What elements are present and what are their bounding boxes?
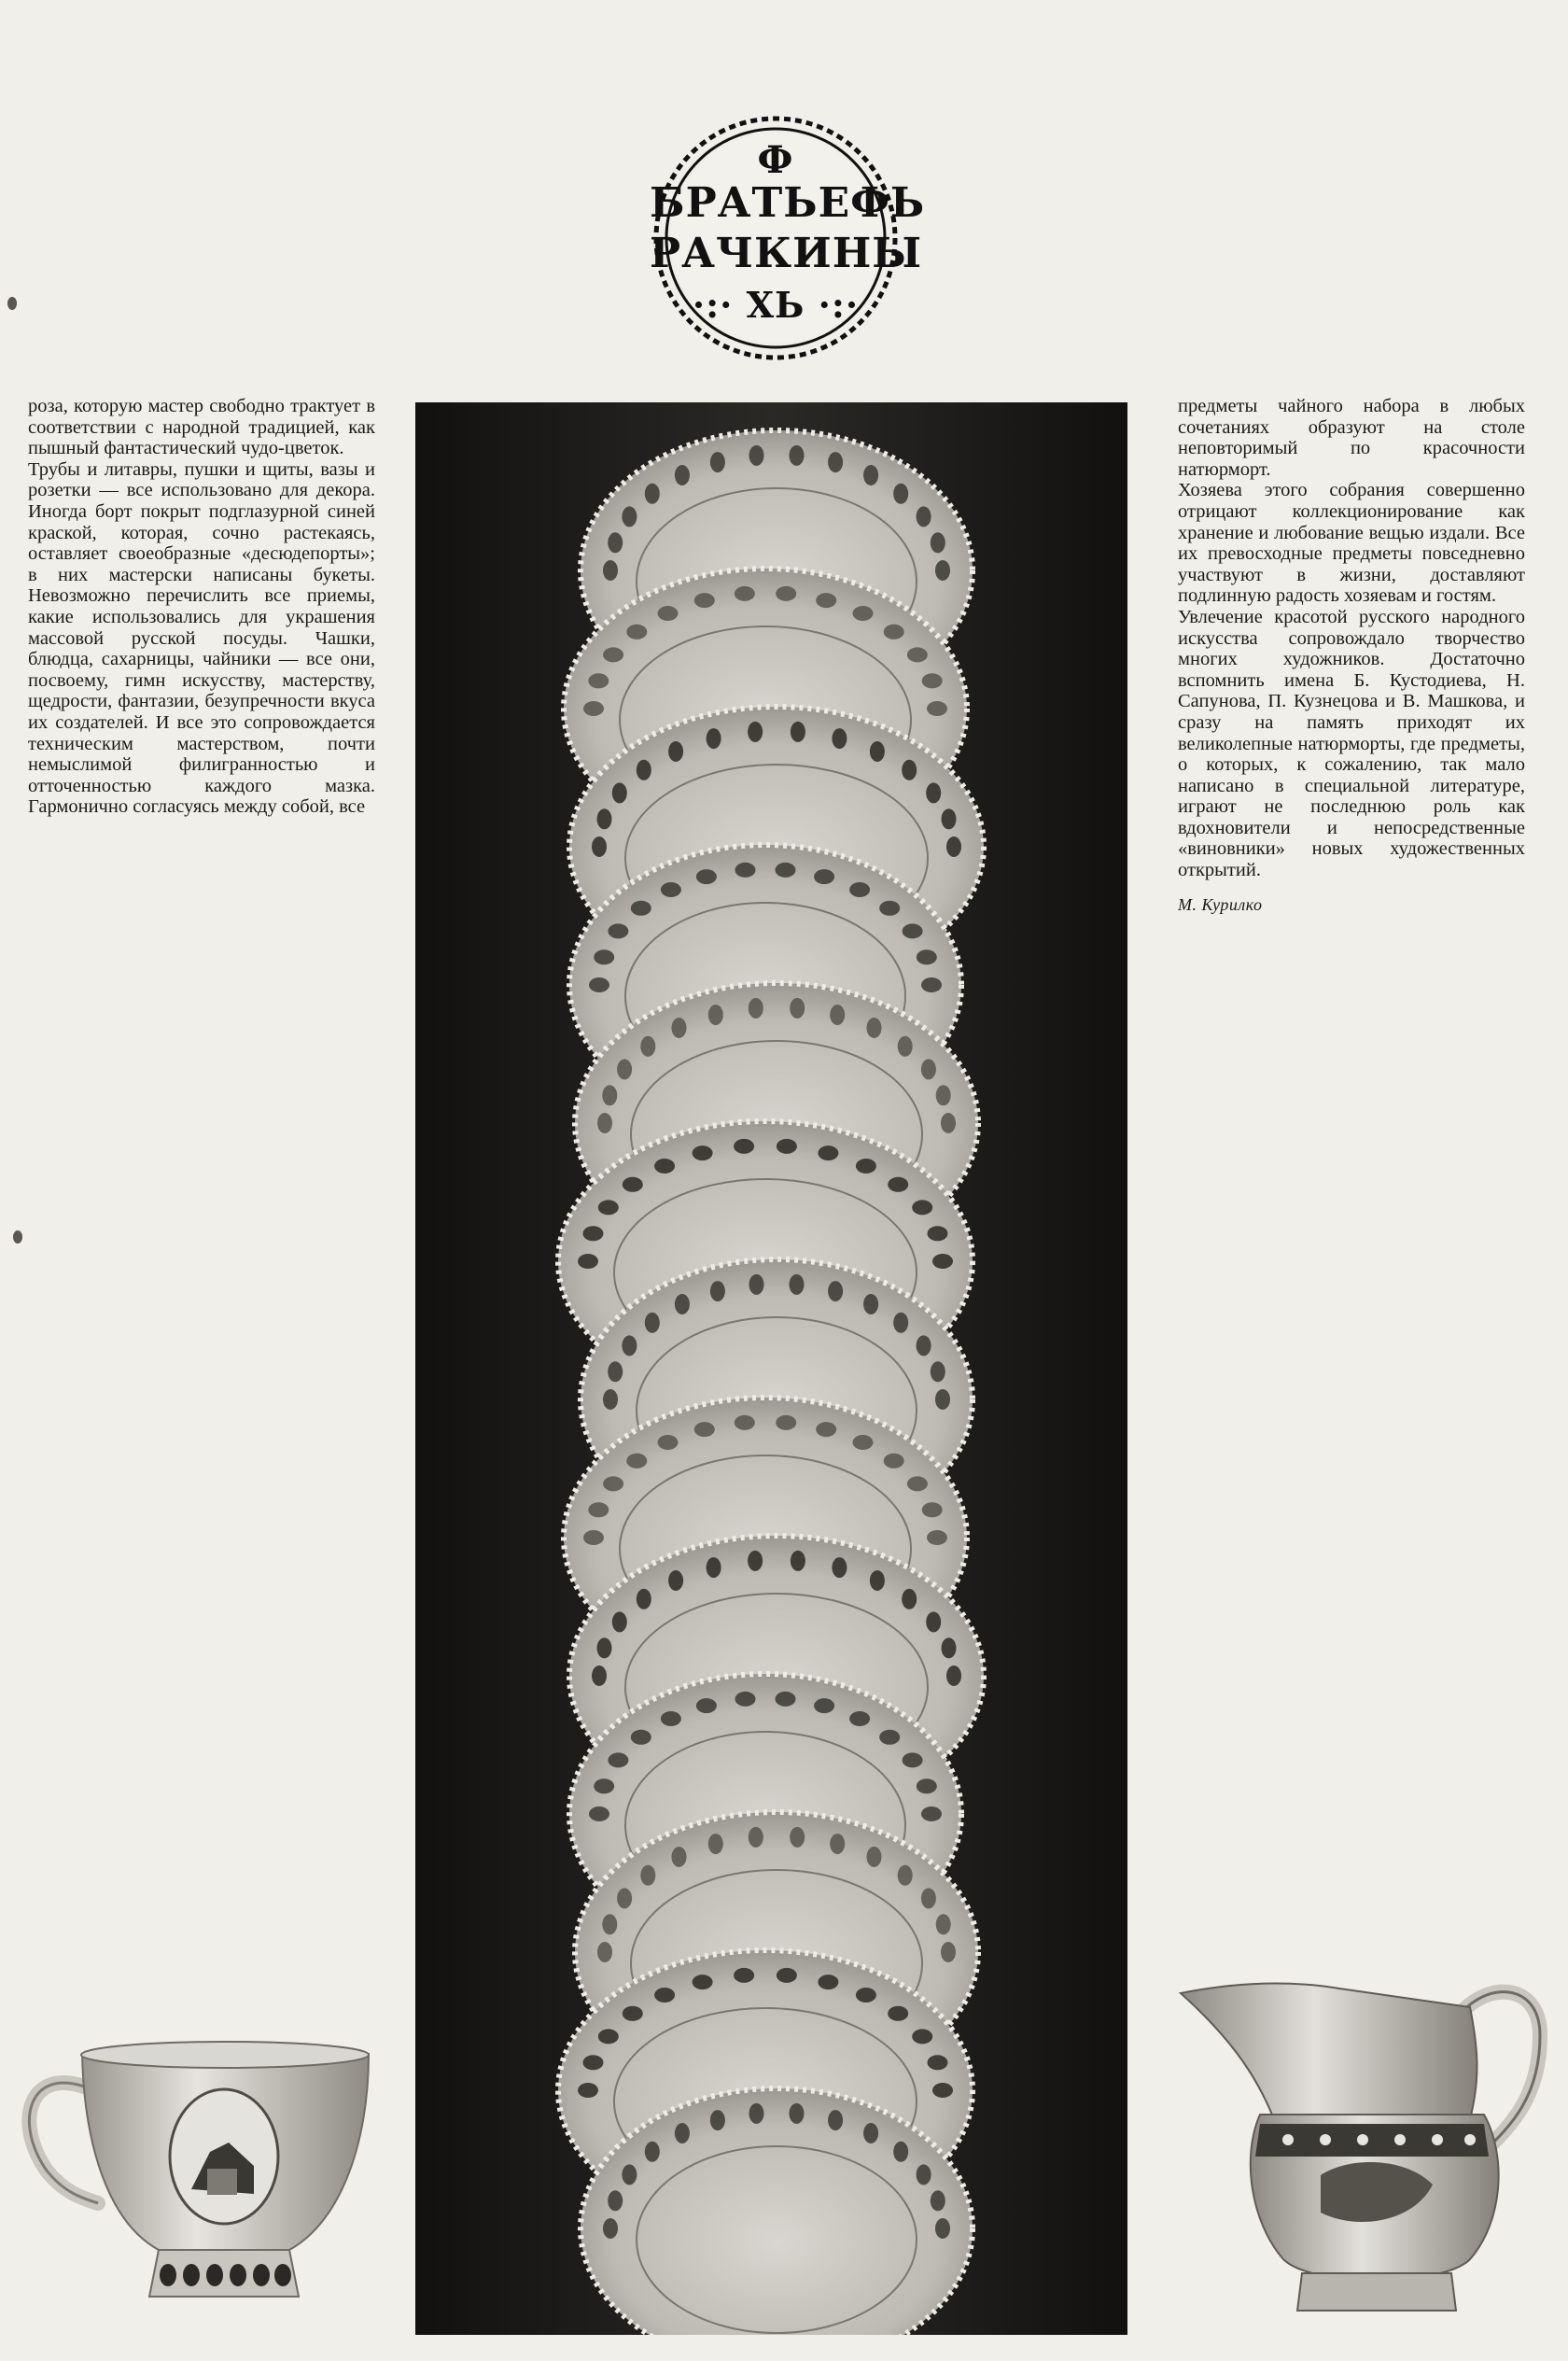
paragraph: Хозяева этого собрания совершенно отрицают коллекционирование как хранение и любование вещью издали. Все их превосходные предметы повседневно участвуют в жизни, доставляют подлинную радость хозяевам и гостям.	[1178, 480, 1525, 607]
stamp-line-2: РАЧКИНЫ	[650, 230, 923, 277]
porcelain-cup-image	[9, 2003, 383, 2311]
plates-photograph	[415, 402, 1127, 2335]
binding-hole	[13, 1230, 22, 1244]
porcelain-creamer-image	[1171, 1942, 1563, 2325]
factory-mark-stamp	[650, 112, 926, 364]
stamp-top-letter: Ф	[757, 138, 794, 182]
binding-hole	[7, 297, 17, 310]
paragraph: предметы чайного набора в любых сочетаниях образуют на столе неповторимый по красочности натюрморт.	[1178, 396, 1525, 480]
left-text-column	[28, 396, 375, 818]
paragraph: Трубы и литавры, пушки и щиты, вазы и розетки — все использовано для декора. Иногда борт покрыт подглазурной синей краской, которая, сочно растекаясь, оставляет своеобразные «десюдепорты»; в них мастерски написаны букеты. Невозможно перечислить все приемы, какие использовались для украшения массовой русской посуды. Чашки, блюдца, сахарницы, чайники — все они, посвоему, гимн искусству, мастерству, щедрости, фантазии, безупречности вкуса их создателей. И все это сопровождается техническим мастерством, почти немыслимой филигранностью и отточенностью каждого мазка. Гармонично согласуясь между собой, все	[28, 458, 375, 818]
paragraph: роза, которую мастер свободно трактует в соответствии с народной традицией, как пышный фантастический чудо-цветок.	[28, 396, 375, 459]
stamp-line-1: БРАТЬЕФЬ	[650, 179, 926, 227]
paragraph: Увлечение красотой русского народного искусства сопровождало творчество многих художников. Достаточно вспомнить имена Б. Кустодиева, Н. Сапунова, П. Кузнецова и В. Машкова, и сразу на память приходят их великолепные натюрморты, где предметы, о которых, к сожалению, так мало написано в специальной литературе, играют не последнюю роль как вдохновители и непосредственные «виновники» новых художественных открытий.	[1178, 606, 1525, 881]
right-text-column	[1178, 396, 1525, 915]
author-signature: М. Курилко	[1178, 894, 1263, 914]
stamp-bottom-line: ·:· ХЬ ·:·	[692, 284, 860, 326]
plates-illustration	[415, 402, 1127, 2335]
